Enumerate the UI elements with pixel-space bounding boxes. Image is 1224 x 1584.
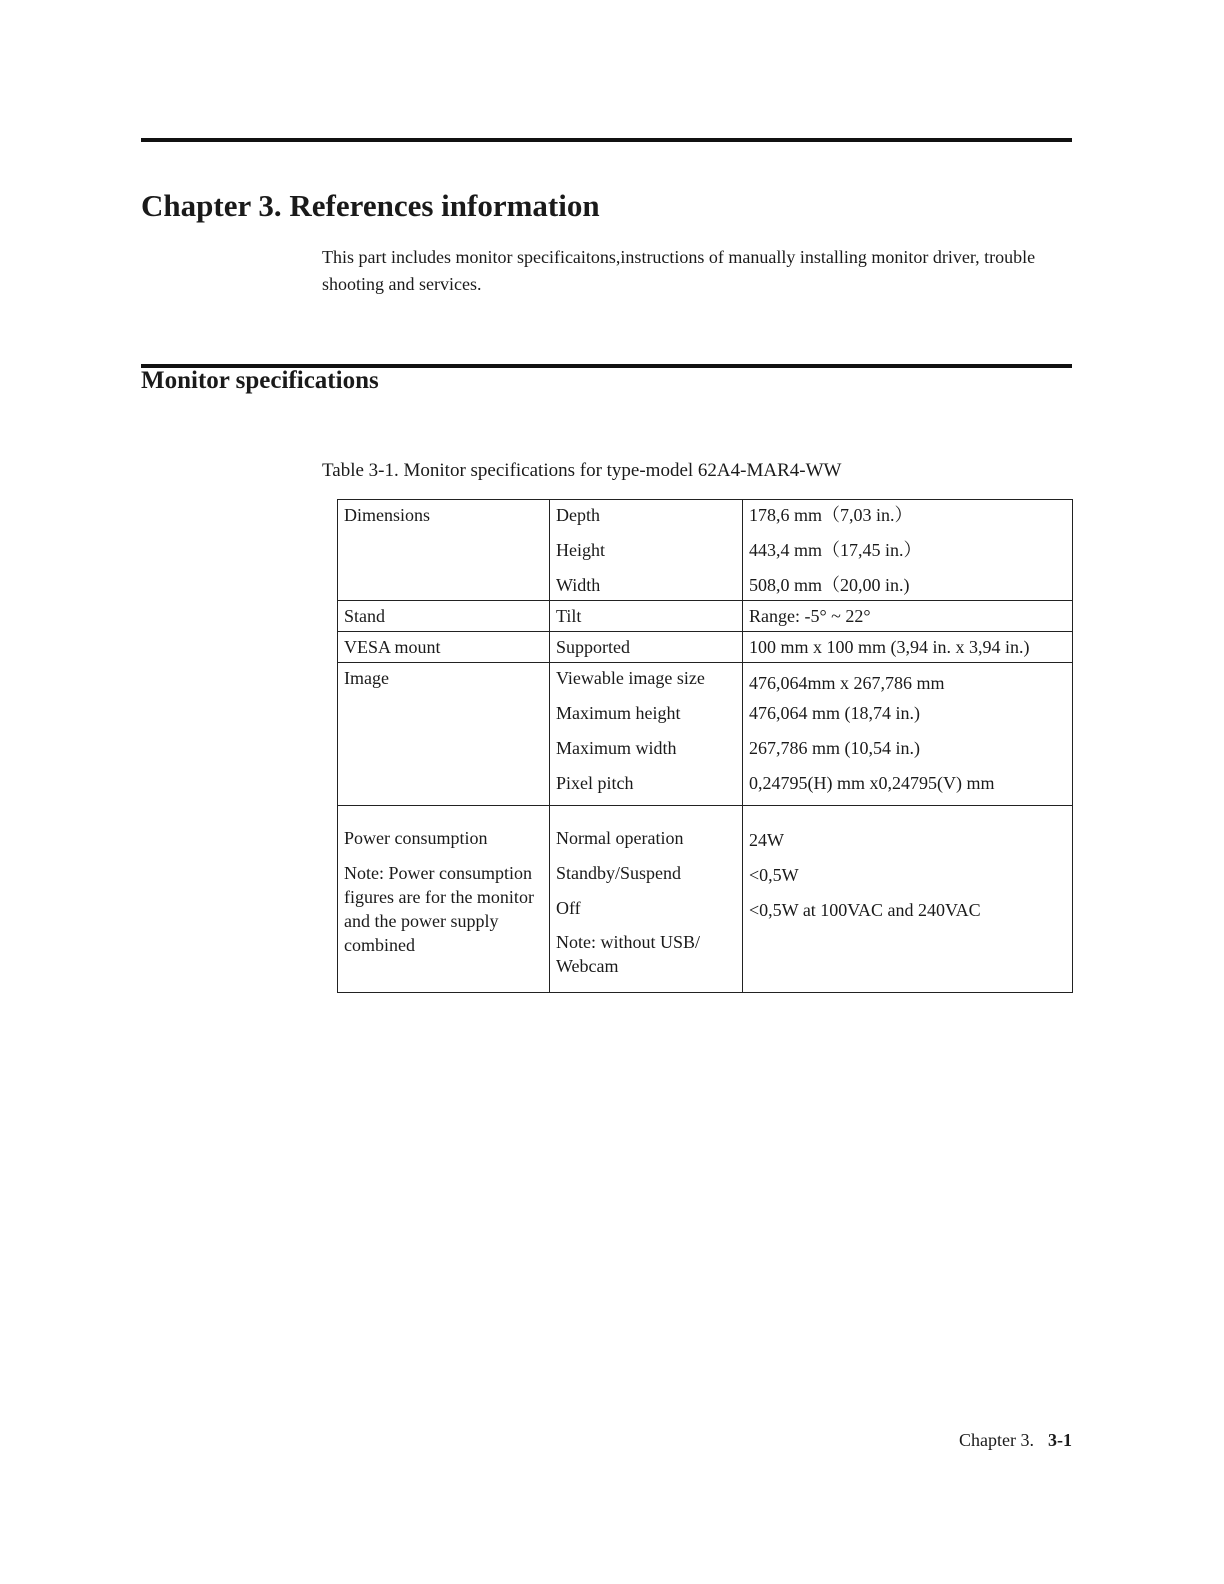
table-row <box>338 500 1073 601</box>
normal-operation-name: Normal operation <box>556 828 684 848</box>
image-label: Image <box>344 668 389 688</box>
stand-value-cell <box>743 601 1073 632</box>
viewable-size-value: 476,064mm x 267,786 mm <box>749 673 945 693</box>
pixel-pitch-name: Pixel pitch <box>556 773 634 793</box>
normal-operation-value: 24W <box>749 830 784 850</box>
usb-note: Note: without USB/ Webcam <box>556 932 701 976</box>
height-name: Height <box>556 540 605 560</box>
vesa-label: VESA mount <box>344 637 441 657</box>
stand-label: Stand <box>344 606 386 626</box>
stand-name-cell <box>550 601 743 632</box>
width-value: 508,0 mm（20,00 in.) <box>749 575 910 595</box>
standby-value: <0,5W <box>749 865 799 885</box>
table-row <box>338 601 1073 632</box>
viewable-size-name: Viewable image size <box>556 668 705 688</box>
power-note: Note: Power consumption figures are for the monitor and the power supply combined <box>344 863 534 955</box>
depth-value: 178,6 mm（7,03 in.） <box>749 505 913 525</box>
height-value: 443,4 mm（17,45 in.） <box>749 540 922 560</box>
dimensions-label-cell <box>338 500 550 601</box>
power-values-cell <box>743 806 1073 993</box>
stand-label-cell <box>338 601 550 632</box>
off-value: <0,5W at 100VAC and 240VAC <box>749 900 981 920</box>
image-values-cell <box>743 663 1073 806</box>
table-row <box>338 663 1073 806</box>
standby-name: Standby/Suspend <box>556 863 682 883</box>
width-name: Width <box>556 575 601 595</box>
vesa-name-cell <box>550 632 743 663</box>
max-width-value: 267,786 mm (10,54 in.) <box>749 738 920 758</box>
off-name: Off <box>556 898 581 918</box>
power-label: Power consumption <box>344 828 488 848</box>
depth-name: Depth <box>556 505 600 525</box>
vesa-value: 100 mm x 100 mm (3,94 in. x 3,94 in.) <box>749 637 1030 657</box>
max-height-value: 476,064 mm (18,74 in.) <box>749 703 920 723</box>
table-row <box>338 806 1073 993</box>
section-title: Monitor specifications <box>141 367 379 394</box>
tilt-value: Range: -5° ~ 22° <box>749 606 871 626</box>
dimensions-names-cell <box>550 500 743 601</box>
vesa-label-cell <box>338 632 550 663</box>
dimensions-values-cell <box>743 500 1073 601</box>
image-names-cell <box>550 663 743 806</box>
table-row <box>338 632 1073 663</box>
table-caption: Table 3-1. Monitor specifications for type-model 62A4-MAR4-WW <box>322 460 842 481</box>
chapter-title: Chapter 3. References information <box>141 188 600 223</box>
dimensions-label: Dimensions <box>344 505 431 525</box>
chapter-intro: This part includes monitor specificaitons,instructions of manually installing monitor driver, trouble shooting and services. <box>322 247 1036 294</box>
image-label-cell <box>338 663 550 806</box>
max-width-name: Maximum width <box>556 738 677 758</box>
vesa-name: Supported <box>556 637 630 657</box>
max-height-name: Maximum height <box>556 703 681 723</box>
power-names-cell <box>550 806 743 993</box>
footer-chapter: Chapter 3. <box>959 1430 1034 1450</box>
power-label-cell <box>338 806 550 993</box>
pixel-pitch-value: 0,24795(H) mm x0,24795(V) mm <box>749 773 995 793</box>
page-number: 3-1 <box>1048 1430 1072 1450</box>
page-footer <box>900 1428 1072 1452</box>
chapter-rule <box>141 138 1072 142</box>
tilt-name: Tilt <box>556 606 582 626</box>
vesa-value-cell <box>743 632 1073 663</box>
spec-table <box>337 499 1073 993</box>
